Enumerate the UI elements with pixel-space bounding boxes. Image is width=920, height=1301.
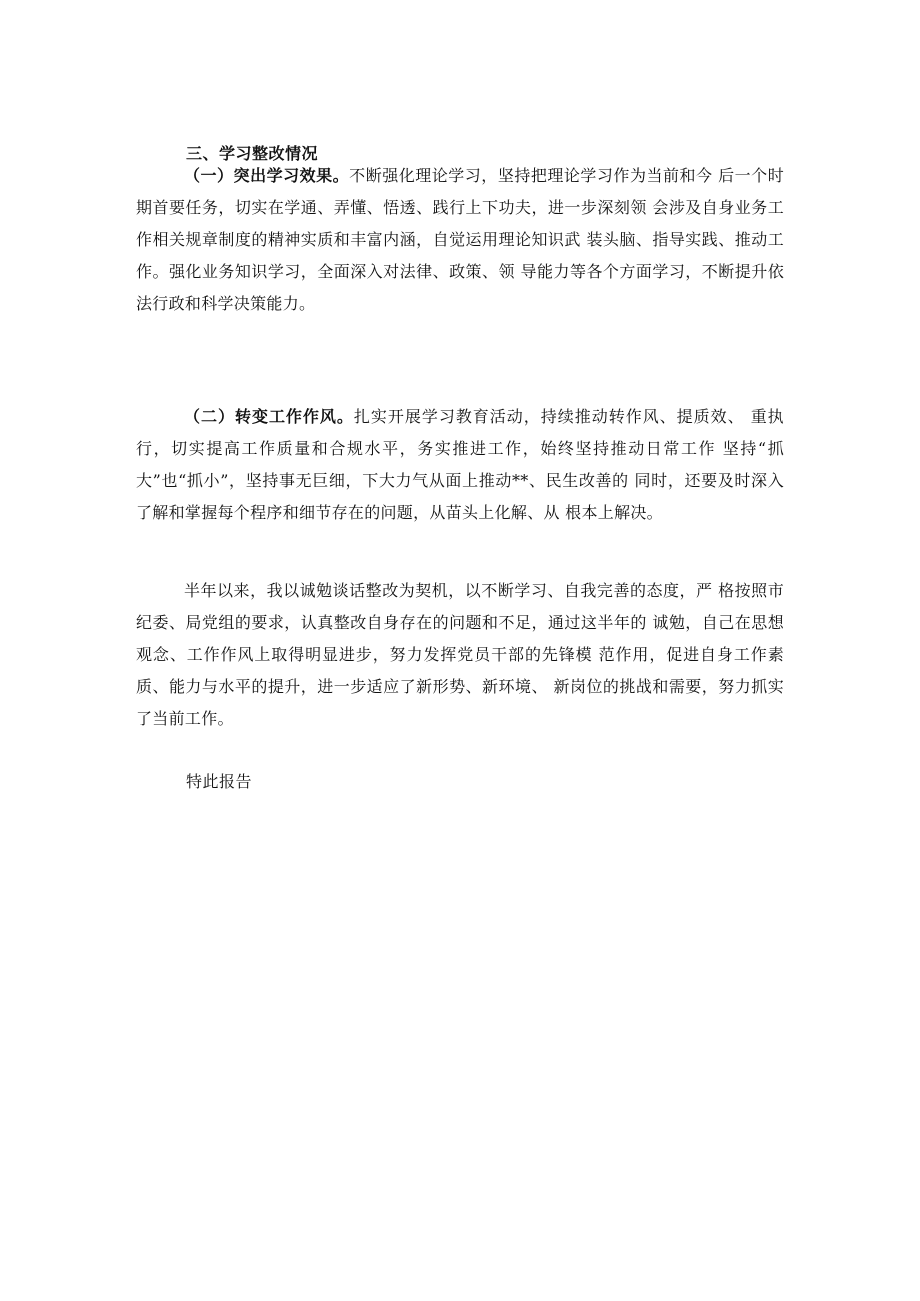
paragraph-work-style (136, 401, 784, 529)
paragraph-body: 半年以来，我以诚勉谈话整改为契机，以不断学习、自我完善的态度，严 格按照市纪委、局党组的要求，认真整改自身存在的问题和不足，通过这半年的 诚勉，自己在思想观念、工作作风上取得明显进步，努力发挥党员干部的先锋模 范作用，促进自身工作素质、能力与水平的提升，进一步适应了新形势、新环境、 新岗位的挑战和需要，努力抓实了当前工作。 (136, 581, 784, 728)
paragraph-study-effect (136, 160, 784, 320)
closing-text: 特此报告 (186, 772, 253, 791)
paragraph-body: 不断强化理论学习，坚持把理论学习作为当前和今 后一个时期首要任务，切实在学通、弄懂、悟透、践行上下功夫，进一步深刻领 会涉及自身业务工作相关规章制度的精神实质和丰富内涵，自觉运用理论知识武 装头脑、指导实践、推动工作。强化业务知识学习，全面深入对法律、政策、领 导能力等各个方面学习，不断提升依法行政和科学决策能力。 (136, 166, 784, 313)
paragraph-lead: （二）转变工作作风。 (184, 407, 354, 426)
paragraph-body: 扎实开展学习教育活动，持续推动转作风、提质效、 重执行，切实提高工作质量和合规水平，务实推进工作，始终坚持推动日常工作 坚持“抓大”也“抓小”，坚持事无巨细，下大力气从面上推动**、民生改善的 同时，还要及时深入了解和掌握每个程序和细节存在的问题，从苗头上化解、从 根本上解决。 (136, 407, 784, 522)
paragraph-summary (136, 575, 784, 735)
section-heading: 三、学习整改情况 (186, 144, 319, 163)
paragraph-lead: （一）突出学习效果。 (184, 166, 350, 185)
